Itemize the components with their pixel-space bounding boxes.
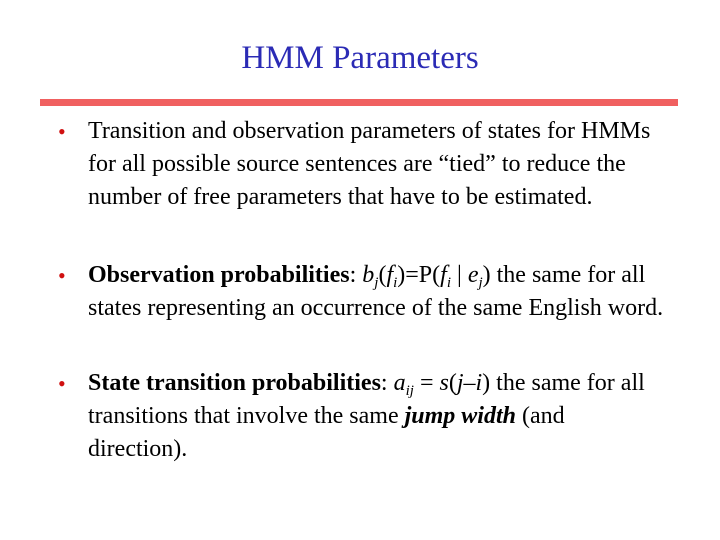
bullet-marker: •: [58, 119, 66, 144]
colon: :: [380, 370, 394, 396]
formula-minus: –: [463, 370, 476, 396]
bullet-rest-text: the same for all states representing an occurrence of the same English word.: [88, 262, 664, 321]
formula-subscript: j: [478, 275, 483, 291]
colon: :: [349, 262, 363, 288]
bullet-rest-text: the same for all transitions that involve the same: [88, 370, 645, 429]
formula-subscript: j: [374, 275, 379, 291]
formula-paren: ): [482, 370, 491, 396]
formula-a: a: [393, 370, 406, 396]
bullet-text: Transition and observation parameters of states for HMMs for all possible source sentences are “tied” to reduce the number of free parameters that have to be estimated.: [88, 118, 651, 210]
formula-subscript: i: [446, 275, 451, 291]
formula-paren: (: [448, 370, 457, 396]
emphasized-term: jump width: [404, 403, 516, 429]
formula-j: j: [456, 370, 464, 396]
bullet-item-state-transition-probabilities: [58, 367, 668, 466]
bullet-rest-text: (and direction).: [88, 403, 565, 462]
formula-subscript: i: [393, 275, 398, 291]
bold-term: Observation probabilities: [88, 262, 350, 288]
formula-i: i: [475, 370, 483, 396]
title-divider: [40, 99, 678, 106]
bullet-text: [88, 259, 668, 325]
slide-title: HMM Parameters: [241, 40, 479, 76]
formula-equals: =: [413, 370, 440, 396]
bold-term: State transition probabilities: [88, 370, 381, 396]
formula-f: f: [386, 262, 394, 288]
formula-subscript: ij: [405, 383, 414, 399]
formula-b: b: [362, 262, 375, 288]
bullet-item-observation-probabilities: [58, 259, 668, 325]
bullet-marker: •: [58, 263, 66, 288]
formula-f: f: [440, 262, 447, 288]
formula-bar: |: [451, 262, 468, 288]
bullet-marker: •: [58, 371, 66, 396]
formula-e: e: [467, 262, 479, 288]
formula-paren: (: [378, 262, 387, 288]
formula-paren: ): [482, 262, 491, 288]
bullet-text: [88, 367, 668, 466]
formula-s: s: [439, 370, 449, 396]
formula-equals: )=P(: [397, 262, 441, 288]
bullet-item-tied-parameters: [58, 115, 668, 214]
